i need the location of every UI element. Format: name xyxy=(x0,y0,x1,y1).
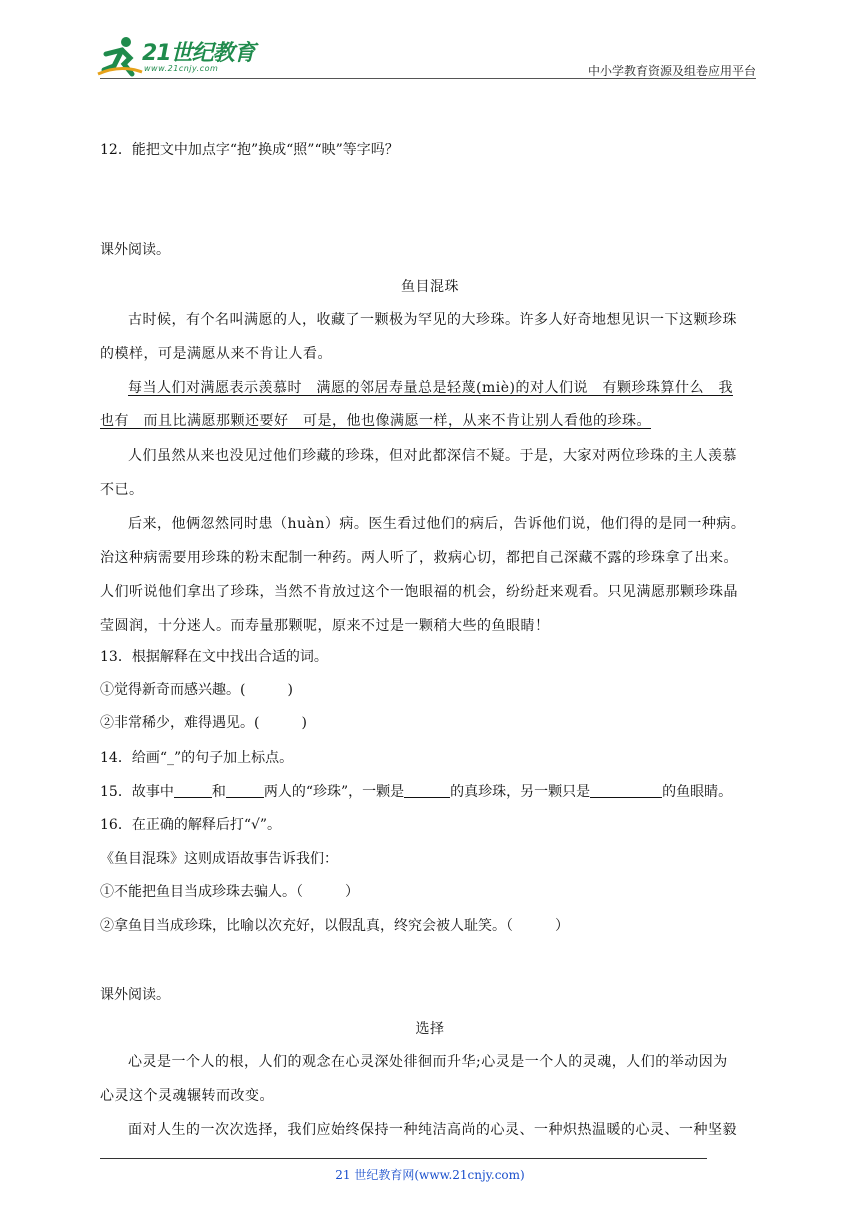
question-15 xyxy=(100,782,732,802)
story-paragraph-line: 面对人生的一次次选择，我们应始终保持一种纯洁高尚的心灵、一种炽热温暖的心灵、一种坚毅 xyxy=(128,1122,737,1138)
site-logo xyxy=(96,34,255,78)
runner-logo-icon xyxy=(96,34,144,78)
story-paragraph-line: 后来，他俩忽然同时患（huàn）病。医生看过他们的病后，告诉他们说，他们得的是同一种病。 xyxy=(128,516,746,532)
section-label: 课外阅读。 xyxy=(100,987,170,1003)
underlined-sentence-line: 每当人们对满愿表示羡慕时 满愿的邻居寿量总是轻蔑(miè)的对人们说 有颗珍珠算什么 我 xyxy=(128,380,733,396)
question-14: 14．给画“_”的句子加上标点。 xyxy=(100,750,294,766)
story-paragraph-line: 心灵这个灵魂辗转而改变。 xyxy=(100,1088,274,1104)
footer-text: 21 世纪教育网(www.21cnjy.com) xyxy=(335,1168,525,1182)
story-paragraph-line: 的模样，可是满愿从来不肯让人看。 xyxy=(100,346,332,362)
story-paragraph-line: 心灵是一个人的根，人们的观念在心灵深处徘徊而升华;心灵是一个人的灵魂，人们的举动因为 xyxy=(128,1054,728,1070)
question-13: 13．根据解释在文中找出合适的词。 xyxy=(100,649,328,665)
story-paragraph-line: 人们虽然从来也没见过他们珍藏的珍珠，但对此都深信不疑。于是，大家对两位珍珠的主人羡慕 xyxy=(128,448,737,464)
story-paragraph-line: 古时候，有个名叫满愿的人，收藏了一颗极为罕见的大珍珠。许多人好奇地想见识一下这颗珍珠 xyxy=(128,312,737,328)
answer-blank[interactable] xyxy=(226,783,264,798)
story-paragraph-line: 不已。 xyxy=(100,482,144,498)
story-title: 选择 xyxy=(415,1021,445,1037)
story-paragraph-line: 治这种病需要用珍珠的粉末配制一种药。两人听了，救病心切，都把自己深藏不露的珍珠拿了出来。 xyxy=(100,550,738,566)
footer-divider xyxy=(100,1158,707,1159)
answer-blank[interactable] xyxy=(174,783,212,798)
question-16: 16．在正确的解释后打“√”。 xyxy=(100,817,282,833)
question-15-text: 的鱼眼睛。 xyxy=(662,784,733,800)
question-16-intro: 《鱼目混珠》这则成语故事告诉我们： xyxy=(100,851,338,867)
question-16-item-b: ②拿鱼目当成珍珠，比喻以次充好，以假乱真，终究会被人耻笑。（ ） xyxy=(100,918,569,934)
logo-text: 21世纪教育 xyxy=(142,41,255,66)
question-15-text: 两人的“珍珠”，一颗是 xyxy=(263,784,405,800)
answer-blank[interactable] xyxy=(404,783,450,798)
question-15-text: 的真珍珠，另一颗只是 xyxy=(450,784,591,800)
story-paragraph-line: 人们听说他们拿出了珍珠，当然不肯放过这个一饱眼福的机会，纷纷赶来观看。只见满愿那颗珍珠晶 xyxy=(100,584,738,600)
underlined-sentence-line: 也有 而且比满愿那颗还要好 可是，他也像满愿一样，从来不肯让别人看他的珍珠。 xyxy=(100,413,651,429)
answer-blank[interactable] xyxy=(590,783,662,798)
logo-url: www.21cnjy.com xyxy=(144,64,219,73)
header-divider xyxy=(100,78,756,79)
question-15-text: 15．故事中 xyxy=(100,784,174,800)
question-15-text: 和 xyxy=(211,784,226,800)
question-13-item-b: ②非常稀少，难得遇见。( ) xyxy=(100,715,307,731)
section-label: 课外阅读。 xyxy=(100,242,170,258)
question-12: 12．能把文中加点字“抱”换成“照”“映”等字吗？ xyxy=(100,142,399,158)
question-13-item-a: ①觉得新奇而感兴趣。( ) xyxy=(100,682,293,698)
story-paragraph-line: 莹圆润，十分迷人。而寿量那颗呢，原来不过是一颗稍大些的鱼眼睛！ xyxy=(100,618,550,634)
story-title: 鱼目混珠 xyxy=(401,279,459,295)
question-16-item-a: ①不能把鱼目当成珍珠去骗人。（ ） xyxy=(100,884,359,900)
platform-name: 中小学教育资源及组卷应用平台 xyxy=(587,64,756,78)
